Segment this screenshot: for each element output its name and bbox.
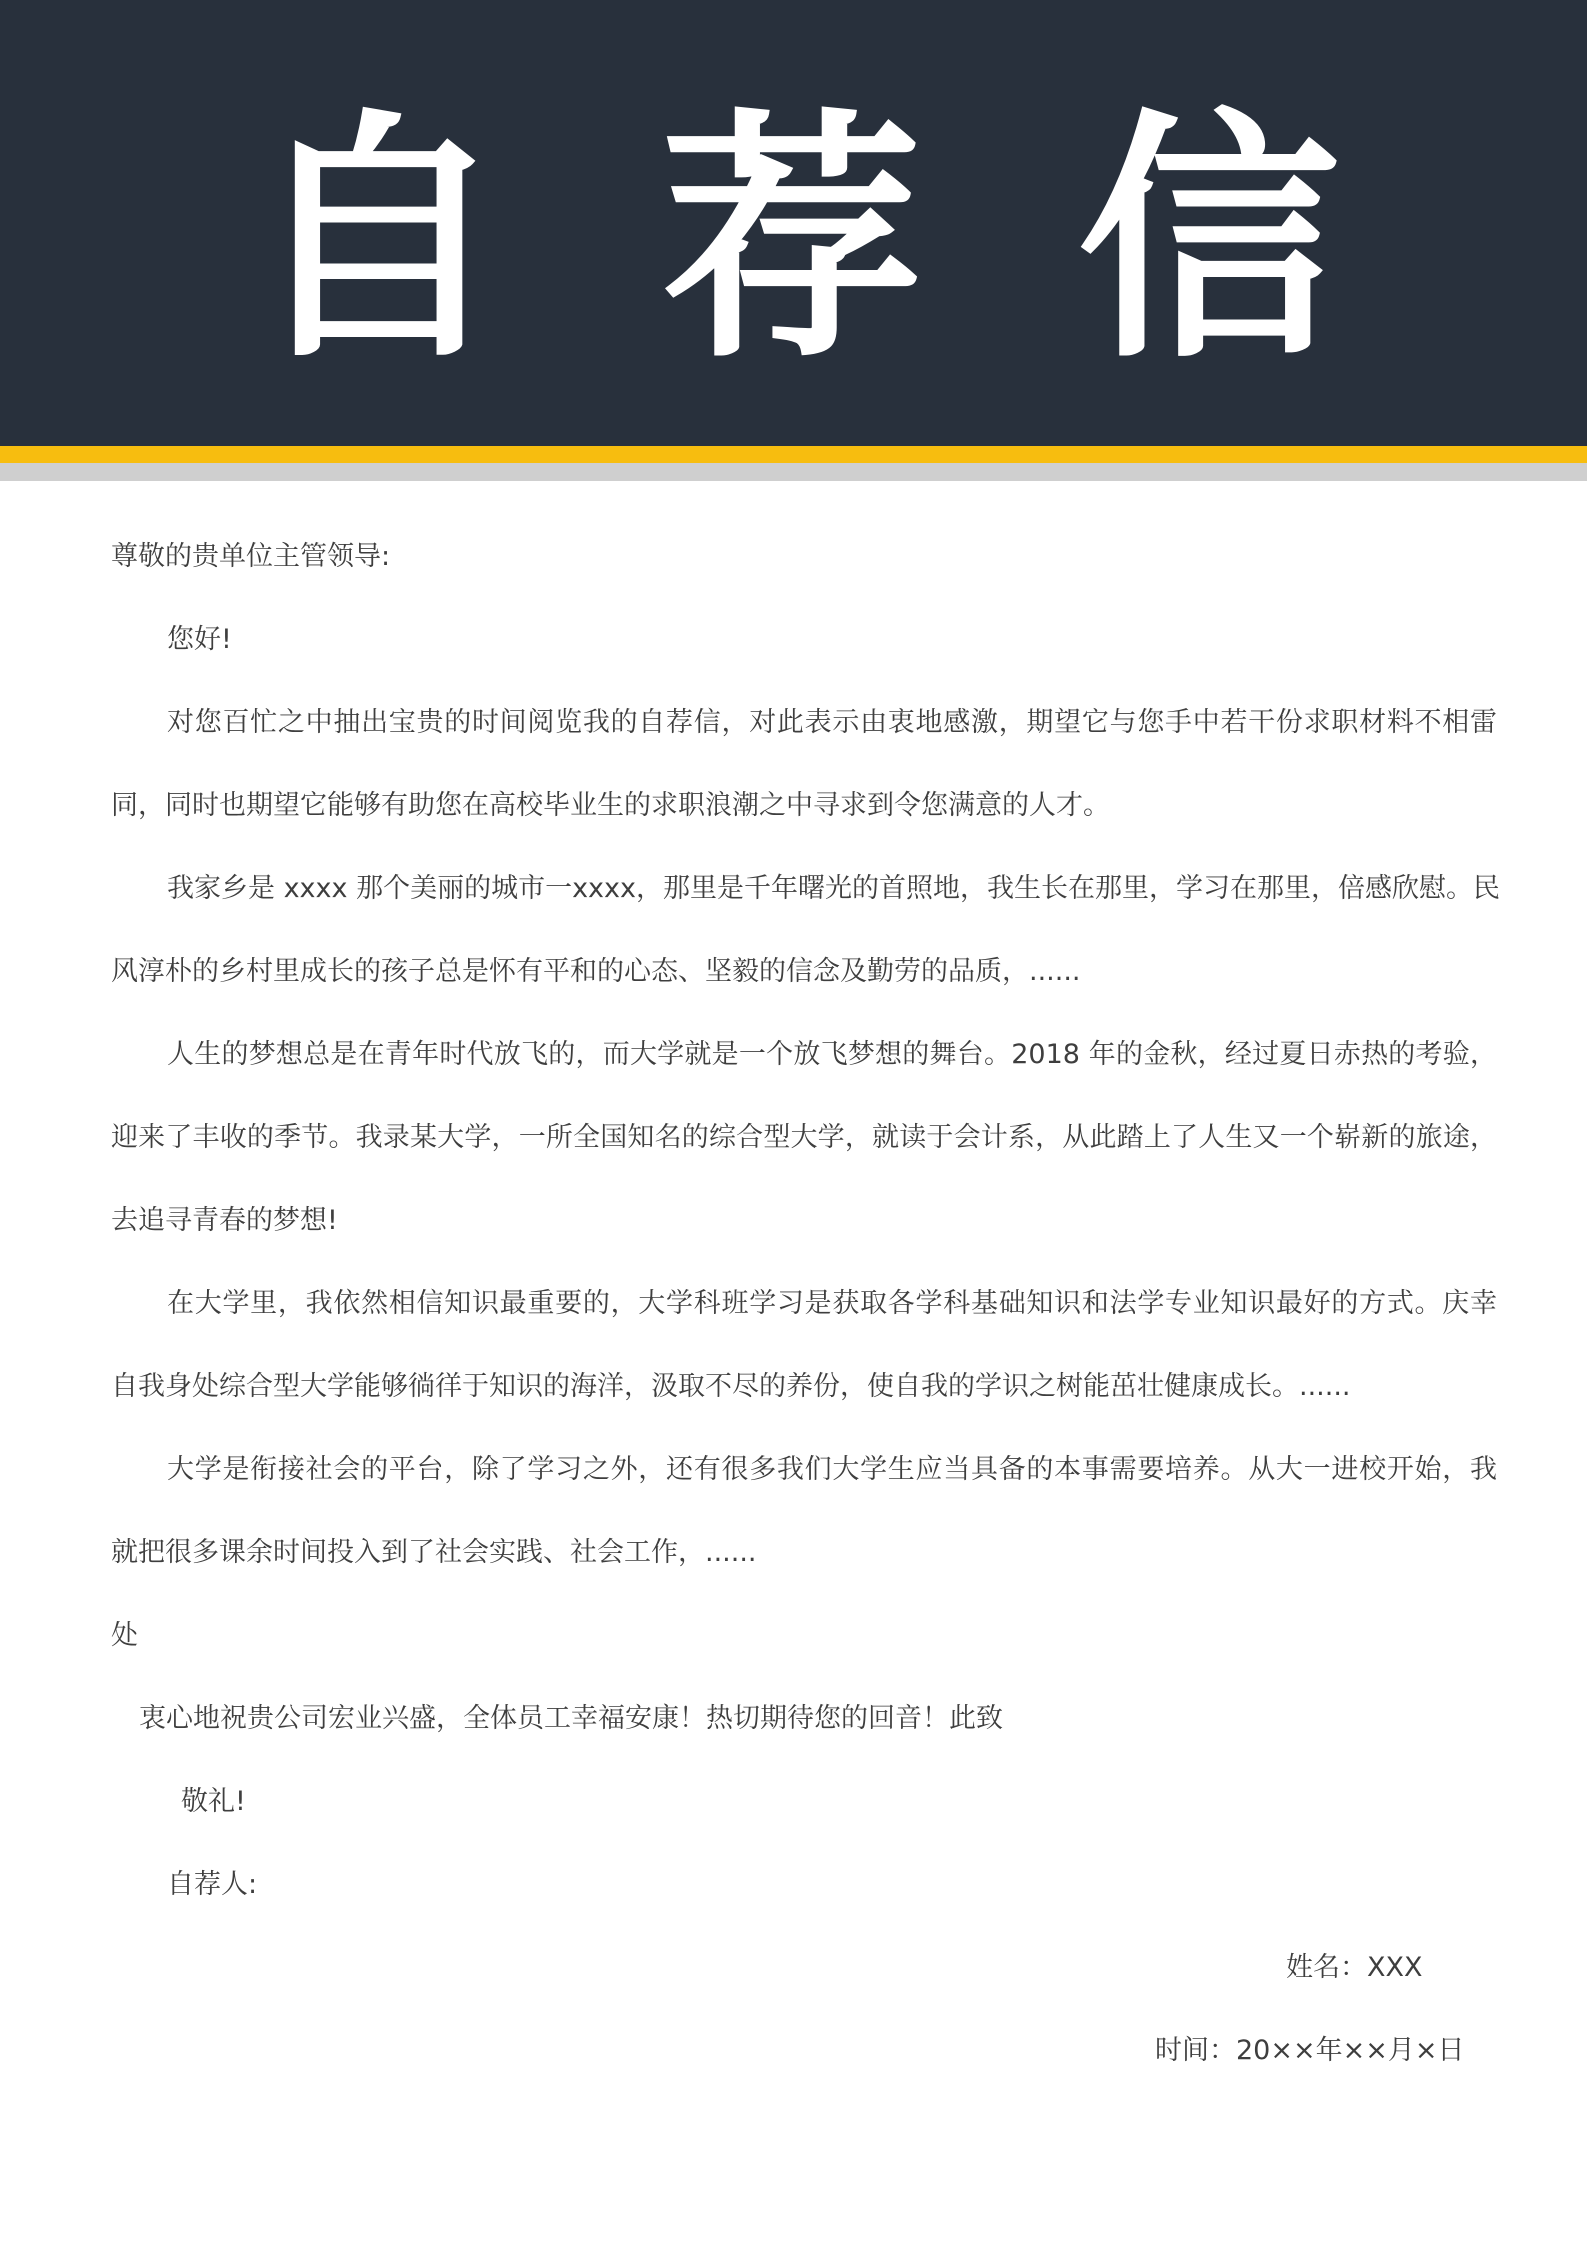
paragraph-3-line-2: 迎来了丰收的季节。我录某大学，一所全国知名的综合型大学，就读于会计系，从此踏上了人生又一个崭新的旅途，: [111, 1122, 1497, 1153]
title-char-2: 荐: [661, 88, 923, 393]
signer-label: 自荐人:: [167, 1869, 258, 1900]
closing-line: 衷心地祝贵公司宏业兴盛，全体员工幸福安康！热切期待您的回音！此致: [139, 1703, 1003, 1734]
paragraph-5-line-1: 大学是衔接社会的平台，除了学习之外，还有很多我们大学生应当具备的本事需要培养。从大一进校开始，我: [167, 1454, 1497, 1485]
title-char-3: 信: [1078, 88, 1340, 393]
letter-date: 时间：20××年××月×日: [1155, 2035, 1465, 2066]
paragraph-2-line-2: 风淳朴的乡村里成长的孩子总是怀有平和的心态、坚毅的信念及勤劳的品质，......: [111, 956, 1081, 987]
paragraph-1-line-1: 对您百忙之中抽出宝贵的时间阅览我的自荐信，对此表示由衷地感激，期望它与您手中若干份求职材料不相雷: [167, 707, 1497, 738]
salute: 敬礼!: [181, 1786, 246, 1817]
paragraph-2-line-1: 我家乡是 xxxx 那个美丽的城市一xxxx，那里是千年曙光的首照地，我生长在那里，学习在那里，倍感欣慰。民: [167, 873, 1500, 904]
paragraph-3-line-3: 去追寻青春的梦想!: [111, 1205, 338, 1236]
paragraph-4-line-1: 在大学里，我依然相信知识最重要的，大学科班学习是获取各学科基础知识和法学专业知识最好的方式。庆幸: [167, 1288, 1497, 1319]
paragraph-3-line-1: 人生的梦想总是在青年时代放飞的，而大学就是一个放飞梦想的舞台。2018 年的金秋，经过夏日赤热的考验，: [167, 1039, 1497, 1070]
grey-stripe: [0, 463, 1587, 481]
paragraph-1-line-2: 同，同时也期望它能够有助您在高校毕业生的求职浪潮之中寻求到令您满意的人才。: [111, 790, 1110, 821]
title-char-1: 自: [246, 88, 508, 393]
yellow-stripe: [0, 446, 1587, 463]
salutation: 尊敬的贵单位主管领导:: [111, 541, 391, 572]
stray-character: 处: [111, 1620, 138, 1651]
paragraph-4-line-2: 自我身处综合型大学能够徜徉于知识的海洋，汲取不尽的养份，使自我的学识之树能茁壮健康成长。......: [111, 1371, 1351, 1402]
greeting: 您好!: [167, 624, 232, 655]
page-title: [0, 0, 1587, 446]
signer-name: 姓名：XXX: [1286, 1952, 1423, 1983]
paragraph-5-line-2: 就把很多课余时间投入到了社会实践、社会工作，......: [111, 1537, 757, 1568]
